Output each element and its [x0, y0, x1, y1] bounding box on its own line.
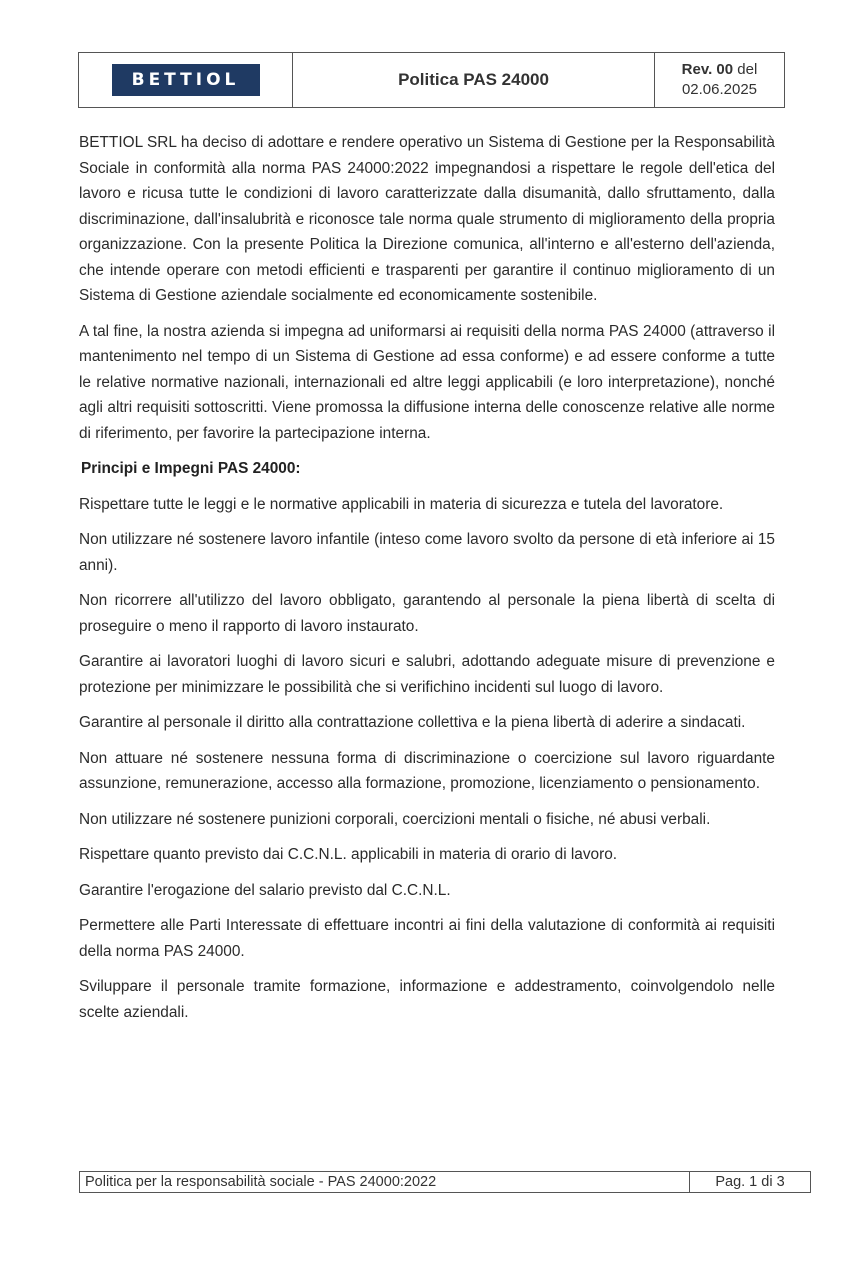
principle-item: Non utilizzare né sostenere lavoro infantile (inteso come lavoro svolto da persone di età inferiore ai 15 anni). [79, 531, 775, 574]
footer-doc-title: Politica per la responsabilità sociale - PAS 24000:2022 [80, 1172, 690, 1192]
principles-heading: Principi e Impegni PAS 24000: [81, 460, 301, 477]
principle-item: Non attuare né sostenere nessuna forma di discriminazione o coercizione sul lavoro riguardante assunzione, remunerazione, accesso alla formazione, promozione, licenziamento o pensionamento. [79, 749, 775, 792]
page-number: Pag. 1 di 3 [715, 1174, 785, 1190]
principle-item: Garantire l'erogazione del salario previsto dal C.C.N.L. [79, 881, 451, 899]
principle-item: Non utilizzare né sostenere punizioni corporali, coercizioni mentali o fisiche, né abusi verbali. [79, 810, 711, 828]
document-footer [79, 1171, 811, 1193]
principle-item: Rispettare quanto previsto dai C.C.N.L. applicabili in materia di orario di lavoro. [79, 846, 618, 863]
logo-cell [79, 53, 293, 107]
revision-date: 02.06.2025 [681, 81, 758, 98]
principle-item: Rispettare tutte le leggi e le normative applicabili in materia di sicurezza e tutela del lavoratore. [79, 495, 724, 513]
revision-del: del [737, 61, 758, 78]
document-header [78, 52, 785, 108]
principle-item: Garantire ai lavoratori luoghi di lavoro sicuri e salubri, adottando adeguate misure di prevenzione e protezione per minimizzare le possibilità che si verifichino incidenti sul luogo di lavoro. [79, 653, 775, 696]
intro-paragraph: BETTIOL SRL ha deciso di adottare e rendere operativo un Sistema di Gestione per la Responsabilità Sociale in conformità alla norma PAS 24000:2022 impegnandosi a rispettare le regole dell'etica del lavoro e ricusa tutte le condizioni di lavoro caratterizzate dalla disumanità, dallo sfruttamento, dalla discriminazione, dall'insalubrità e riconosce tale norma quale strumento di miglioramento della propria organizzazione. Con la presente Politica la Direzione comunica, all'interno e all'esterno dell'azienda, che intende operare con metodi efficienti e trasparenti per garantire il continuo miglioramento di un Sistema di Gestione aziendale socialmente ed economicamente sostenibile. [79, 134, 775, 304]
document-body [79, 130, 775, 1035]
revision-label: Rev. 00 [681, 61, 734, 78]
revision-info [655, 53, 784, 107]
principle-item: Non ricorrere all'utilizzo del lavoro obbligato, garantendo al personale la piena libertà di scelta di proseguire o meno il rapporto di lavoro instaurato. [79, 592, 775, 635]
principle-item: Garantire al personale il diritto alla contrattazione collettiva e la piena libertà di aderire a sindacati. [79, 714, 746, 731]
principle-item: Permettere alle Parti Interessate di effettuare incontri ai fini della valutazione di conformità ai requisiti della norma PAS 24000. [79, 917, 775, 960]
intro-paragraph: A tal fine, la nostra azienda si impegna ad uniformarsi ai requisiti della norma PAS 24000 (attraverso il mantenimento nel tempo di un Sistema di Gestione ad essa conforme) e ad essere conforme a tutte le relative normative nazionali, internazionali ed altre leggi applicabili (e loro interpretazione), nonché agli altri requisiti sottoscritti. Viene promossa la diffusione interna delle conoscenze relative alle norme di riferimento, per favorire la partecipazione interna. [79, 322, 775, 442]
document-title: Politica PAS 24000 [293, 53, 655, 107]
company-logo: BETTIOL [112, 64, 260, 96]
principle-item: Sviluppare il personale tramite formazione, informazione e addestramento, coinvolgendolo nelle scelte aziendali. [79, 978, 775, 1021]
